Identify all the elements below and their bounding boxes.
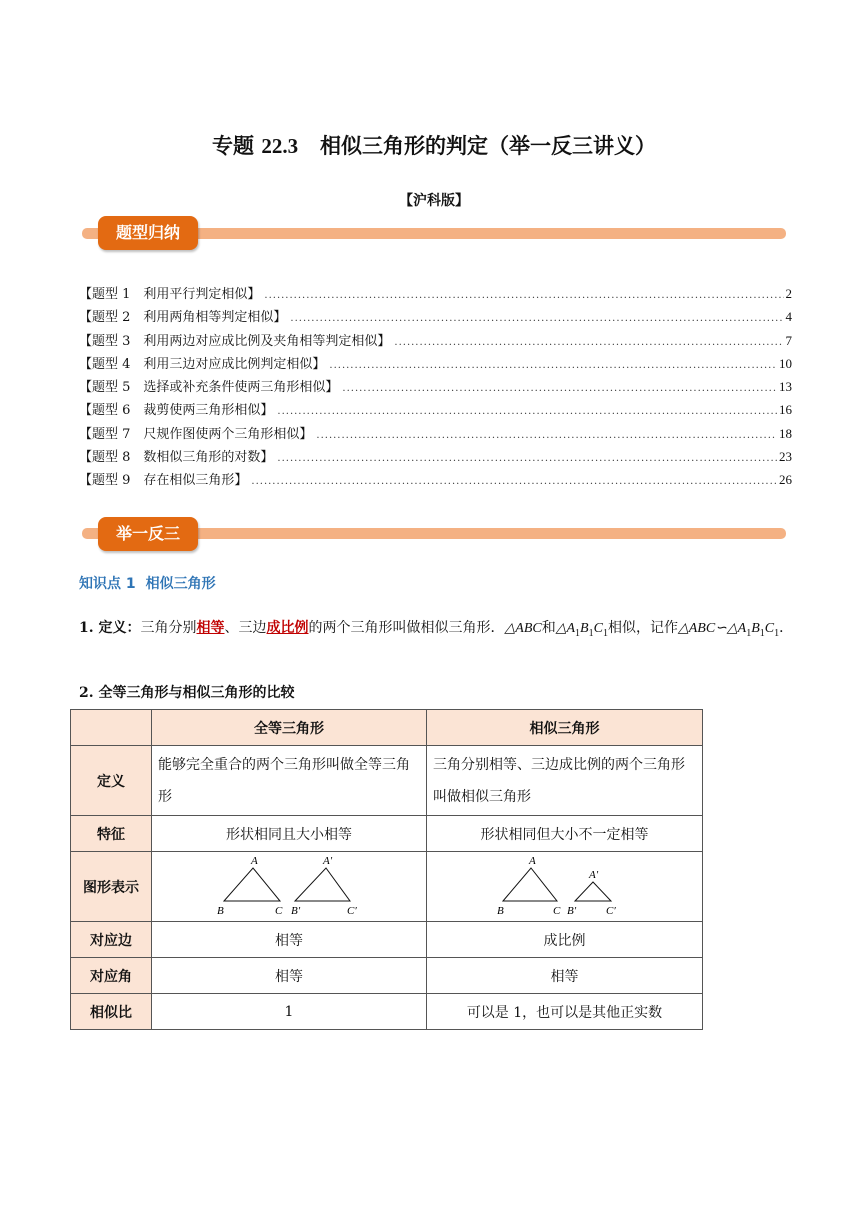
vertex-label-a: A: [528, 854, 536, 867]
math-triangle-a1b1c1: $\triangle A_1B_1C_1$: [555, 621, 608, 639]
toc-leader-dots: [394, 337, 783, 348]
edition-label: 【沪科版】: [399, 193, 469, 209]
toc-leader-dots: [342, 383, 777, 394]
vertex-label-b1: B′: [566, 904, 576, 916]
row-label: 对应边: [71, 922, 152, 958]
toc-leader-dots: [316, 430, 777, 441]
vertex-label-b1: B′: [291, 904, 301, 916]
toc-item-label: 【题型 6 裁剪使两三角形相似】: [79, 403, 274, 419]
toc-item-page: 18: [779, 425, 792, 441]
triangle-abc: [224, 868, 280, 901]
definition-text-5: 相似，记作: [607, 620, 678, 636]
toc-item[interactable]: [79, 469, 792, 492]
toc-item[interactable]: [79, 446, 792, 469]
toc-item-page: 7: [785, 332, 792, 348]
table-of-contents: [79, 283, 792, 493]
table-row: [71, 958, 703, 994]
definition-text-4: 和: [541, 620, 556, 636]
section-pill-2: 举一反三: [98, 517, 198, 551]
toc-leader-dots: [329, 360, 777, 371]
header-cell-congruent: 全等三角形: [152, 710, 427, 746]
table-row: [71, 852, 703, 922]
vertex-label-b: B: [217, 904, 224, 916]
toc-item-label: 【题型 9 存在相似三角形】: [79, 473, 248, 489]
toc-item[interactable]: [79, 376, 792, 399]
toc-leader-dots: [277, 406, 777, 417]
table-cell: 能够完全重合的两个三角形叫做全等三角形: [152, 746, 427, 816]
table-cell: 形状相同且大小相等: [152, 816, 427, 852]
knowledge-point-heading: [79, 573, 226, 593]
vertex-label-a: A: [251, 854, 258, 867]
toc-leader-dots: [264, 290, 783, 301]
toc-item[interactable]: [79, 399, 792, 422]
definition-highlight-equal: 相等: [196, 620, 225, 636]
definition-text-3: 的两个三角形叫做相似三角形．: [308, 620, 505, 636]
triangle-a1b1c1: [295, 868, 350, 901]
table-cell: 1: [152, 994, 427, 1030]
title-number: 22.3: [261, 134, 299, 158]
congruent-figure-cell: [152, 852, 427, 922]
comparison-table: [70, 709, 703, 1030]
toc-item-label: 【题型 1 利用平行判定相似】: [79, 287, 261, 302]
table-row: [71, 994, 703, 1030]
table-header-row: [71, 710, 703, 746]
title-main: 相似三角形的判定（举一反三讲义）: [320, 134, 656, 158]
header-cell-empty: [71, 710, 152, 746]
table-cell: 相等: [152, 958, 427, 994]
vertex-label-b: B: [496, 904, 504, 916]
toc-item-page: 4: [785, 309, 792, 325]
row-label: 图形表示: [71, 852, 152, 922]
toc-item-page: 23: [779, 449, 792, 465]
math-similar-notation: $\triangle ABC∽\triangle A_1B_1C_1$: [677, 621, 780, 639]
definition-paragraph: [79, 612, 794, 650]
triangle-abc: [503, 868, 557, 901]
toc-item-page: 26: [779, 472, 792, 488]
definition-text-2: 、三边: [224, 620, 267, 636]
table-cell: 成比例: [427, 922, 703, 958]
title-prefix: 专题: [212, 134, 254, 158]
toc-item-label: 【题型 8 数相似三角形的对数】: [79, 450, 274, 466]
triangle-a1b1c1: [575, 882, 611, 901]
table-cell: 形状相同但大小不一定相等: [427, 816, 703, 852]
toc-item-label: 【题型 2 利用两角相等判定相似】: [79, 310, 287, 326]
row-label: 特征: [71, 816, 152, 852]
toc-item-label: 【题型 4 利用三边对应成比例判定相似】: [79, 356, 326, 372]
page-title: [0, 130, 868, 160]
toc-item[interactable]: [79, 306, 792, 329]
definition-text-6: ．: [779, 620, 794, 636]
toc-item-page: 2: [785, 286, 792, 301]
toc-item-label: 【题型 5 选择或补充条件使两三角形相似】: [79, 380, 339, 396]
similar-triangles-figure: [495, 854, 635, 916]
math-triangle-abc: △ABC: [504, 621, 542, 636]
definition-text-1: 三角分别: [140, 620, 197, 636]
vertex-label-a1: A′: [323, 854, 333, 867]
knowledge-point-number: 知识点 1: [79, 576, 136, 592]
comparison-heading: 2. 全等三角形与相似三角形的比较: [79, 685, 295, 701]
row-label: 相似比: [71, 994, 152, 1030]
toc-item-page: 10: [779, 355, 792, 371]
toc-item[interactable]: [79, 353, 792, 376]
toc-item-label: 【题型 3 利用两边对应成比例及夹角相等判定相似】: [79, 333, 391, 349]
table-cell: 三角分别相等、三边成比例的两个三角形叫做相似三角形: [427, 746, 703, 816]
vertex-label-c: C: [552, 904, 560, 916]
toc-leader-dots: [290, 313, 783, 324]
toc-item-page: 13: [779, 379, 792, 395]
row-label: 定义: [71, 746, 152, 816]
table-cell: 相等: [152, 922, 427, 958]
table-cell: 相等: [427, 958, 703, 994]
toc-item-label: 【题型 7 尺规作图使两个三角形相似】: [79, 426, 313, 442]
table-row: [71, 816, 703, 852]
definition-lead: 1. 定义：: [79, 620, 141, 636]
toc-item[interactable]: [79, 330, 792, 353]
vertex-label-c: C: [275, 904, 283, 916]
row-label: 对应角: [71, 958, 152, 994]
definition-highlight-proportional: 成比例: [266, 620, 309, 636]
vertex-label-c1: C′: [605, 904, 616, 916]
toc-leader-dots: [251, 476, 777, 487]
table-row: [71, 922, 703, 958]
toc-leader-dots: [277, 453, 777, 464]
toc-item-page: 16: [779, 402, 792, 418]
toc-item[interactable]: [79, 283, 792, 306]
similar-figure-cell: [427, 852, 703, 922]
header-cell-similar: 相似三角形: [427, 710, 703, 746]
toc-item[interactable]: [79, 423, 792, 446]
table-cell: 可以是 1，也可以是其他正实数: [427, 994, 703, 1030]
vertex-label-a1: A′: [588, 868, 598, 881]
section-pill-1: 题型归纳: [98, 216, 198, 250]
knowledge-point-name: 相似三角形: [145, 576, 216, 592]
congruent-triangles-figure: [209, 854, 369, 916]
table-row: [71, 746, 703, 816]
vertex-label-c1: C′: [347, 904, 357, 916]
